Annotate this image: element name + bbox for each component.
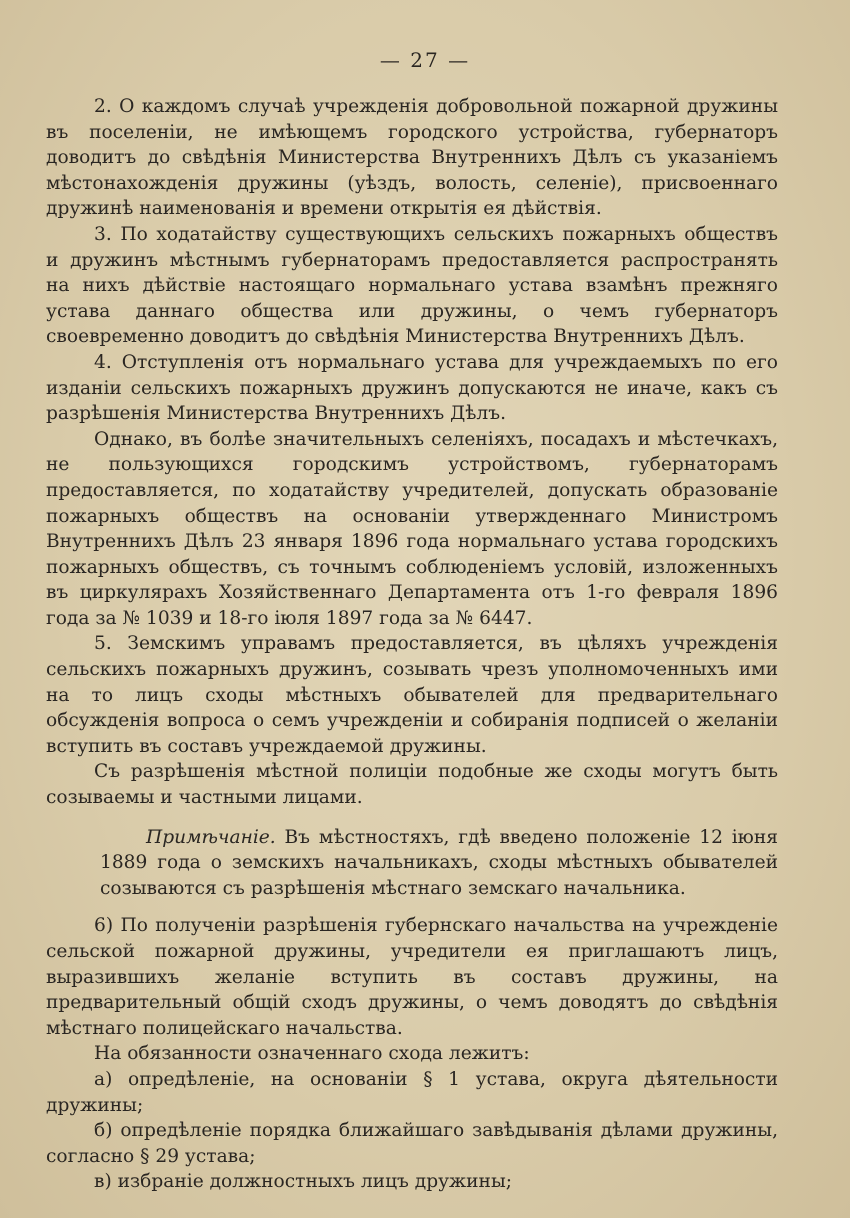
page-number: — 27 — bbox=[379, 48, 471, 72]
note-text: Въ мѣстностяхъ, гдѣ введено положеніе 12 іюня 1889 года о земскихъ начальникахъ, сходы мѣстныхъ обывателей созываются съ разрѣшенія мѣстнаго земскаго начальника. bbox=[100, 826, 778, 899]
note-lead: Примѣчаніе. bbox=[146, 826, 276, 848]
note-paragraph bbox=[100, 825, 778, 902]
list-item-b: б) опредѣленіе порядка ближайшаго завѣдыванія дѣлами дружины, согласно § 29 устава; bbox=[46, 1120, 778, 1167]
page-text bbox=[46, 94, 778, 1195]
paragraph-2: 2. О каждомъ случаѣ учрежденія добровольной пожарной дружины въ поселеніи, не имѣющемъ городского устройства, губернаторъ доводитъ до свѣдѣнія Министерства Внутреннихъ Дѣлъ съ указаніемъ мѣстонахожденія дружины (уѣздъ, волость, селеніе), присвоеннаго дружинѣ наименованія и времени открытія ея дѣйствія. bbox=[46, 96, 778, 220]
paragraph-3: 3. По ходатайству существующихъ сельскихъ пожарныхъ обществъ и дружинъ мѣстнымъ губернаторамъ предоставляется распространять на нихъ дѣйствіе настоящаго нормальнаго устава взамѣнъ прежняго устава даннаго общества или дружины, о чемъ губернаторъ своевременно доводитъ до свѣдѣнія Министерства Внутреннихъ Дѣлъ. bbox=[46, 223, 778, 348]
paragraph-6-continued: На обязанности означеннаго схода лежитъ: bbox=[94, 1043, 530, 1065]
list-item-c: в) избраніе должностныхъ лицъ дружины; bbox=[94, 1171, 513, 1193]
paragraph-6: 6) По полученіи разрѣшенія губернскаго начальства на учрежденіе сельской пожарной дружины, учредители ея приглашаютъ лицъ, выразившихъ желаніе вступить въ составъ дружины, на предварительный общій сходъ дружины, о чемъ доводятъ до свѣдѣнія мѣстнаго полицейскаго начальства. bbox=[46, 915, 778, 1039]
paragraph-4: 4. Отступленія отъ нормальнаго устава для учреждаемыхъ по его изданіи сельскихъ пожарныхъ дружинъ допускаются не иначе, какъ съ разрѣшенія Министерства Внутреннихъ Дѣлъ. bbox=[46, 351, 778, 425]
paragraph-4-continued: Однако, въ болѣе значительныхъ селеніяхъ, посадахъ и мѣстечкахъ, не пользующихся городскимъ устройствомъ, губернаторамъ предоставляется, по ходатайству учредителей, допускать образованіе пожарныхъ обществъ на основаніи утвержденнаго Министромъ Внутреннихъ Дѣлъ 23 января 1896 года нормальнаго устава городскихъ пожарныхъ обществъ, съ точнымъ соблюденіемъ условій, изложенныхъ въ циркулярахъ Хозяйственнаго Департамента отъ 1-го февраля 1896 года за № 1039 и 18-го іюля 1897 года за № 6447. bbox=[46, 428, 778, 629]
paragraph-5-continued: Съ разрѣшенія мѣстной полиціи подобные же сходы могутъ быть созываемы и частными лицами. bbox=[46, 761, 778, 809]
paragraph-5: 5. Земскимъ управамъ предоставляется, въ цѣляхъ учрежденія сельскихъ пожарныхъ дружинъ, созывать чрезъ уполномоченныхъ ими на то лицъ сходы мѣстныхъ обывателей для предварительнаго обсужденія вопроса о семъ учрежденіи и собиранія подписей о желаніи вступить въ составъ учреждаемой дружины. bbox=[46, 633, 778, 757]
list-item-a: а) опредѣленіе, на основаніи § 1 устава, округа дѣятельности дружины; bbox=[46, 1068, 778, 1116]
